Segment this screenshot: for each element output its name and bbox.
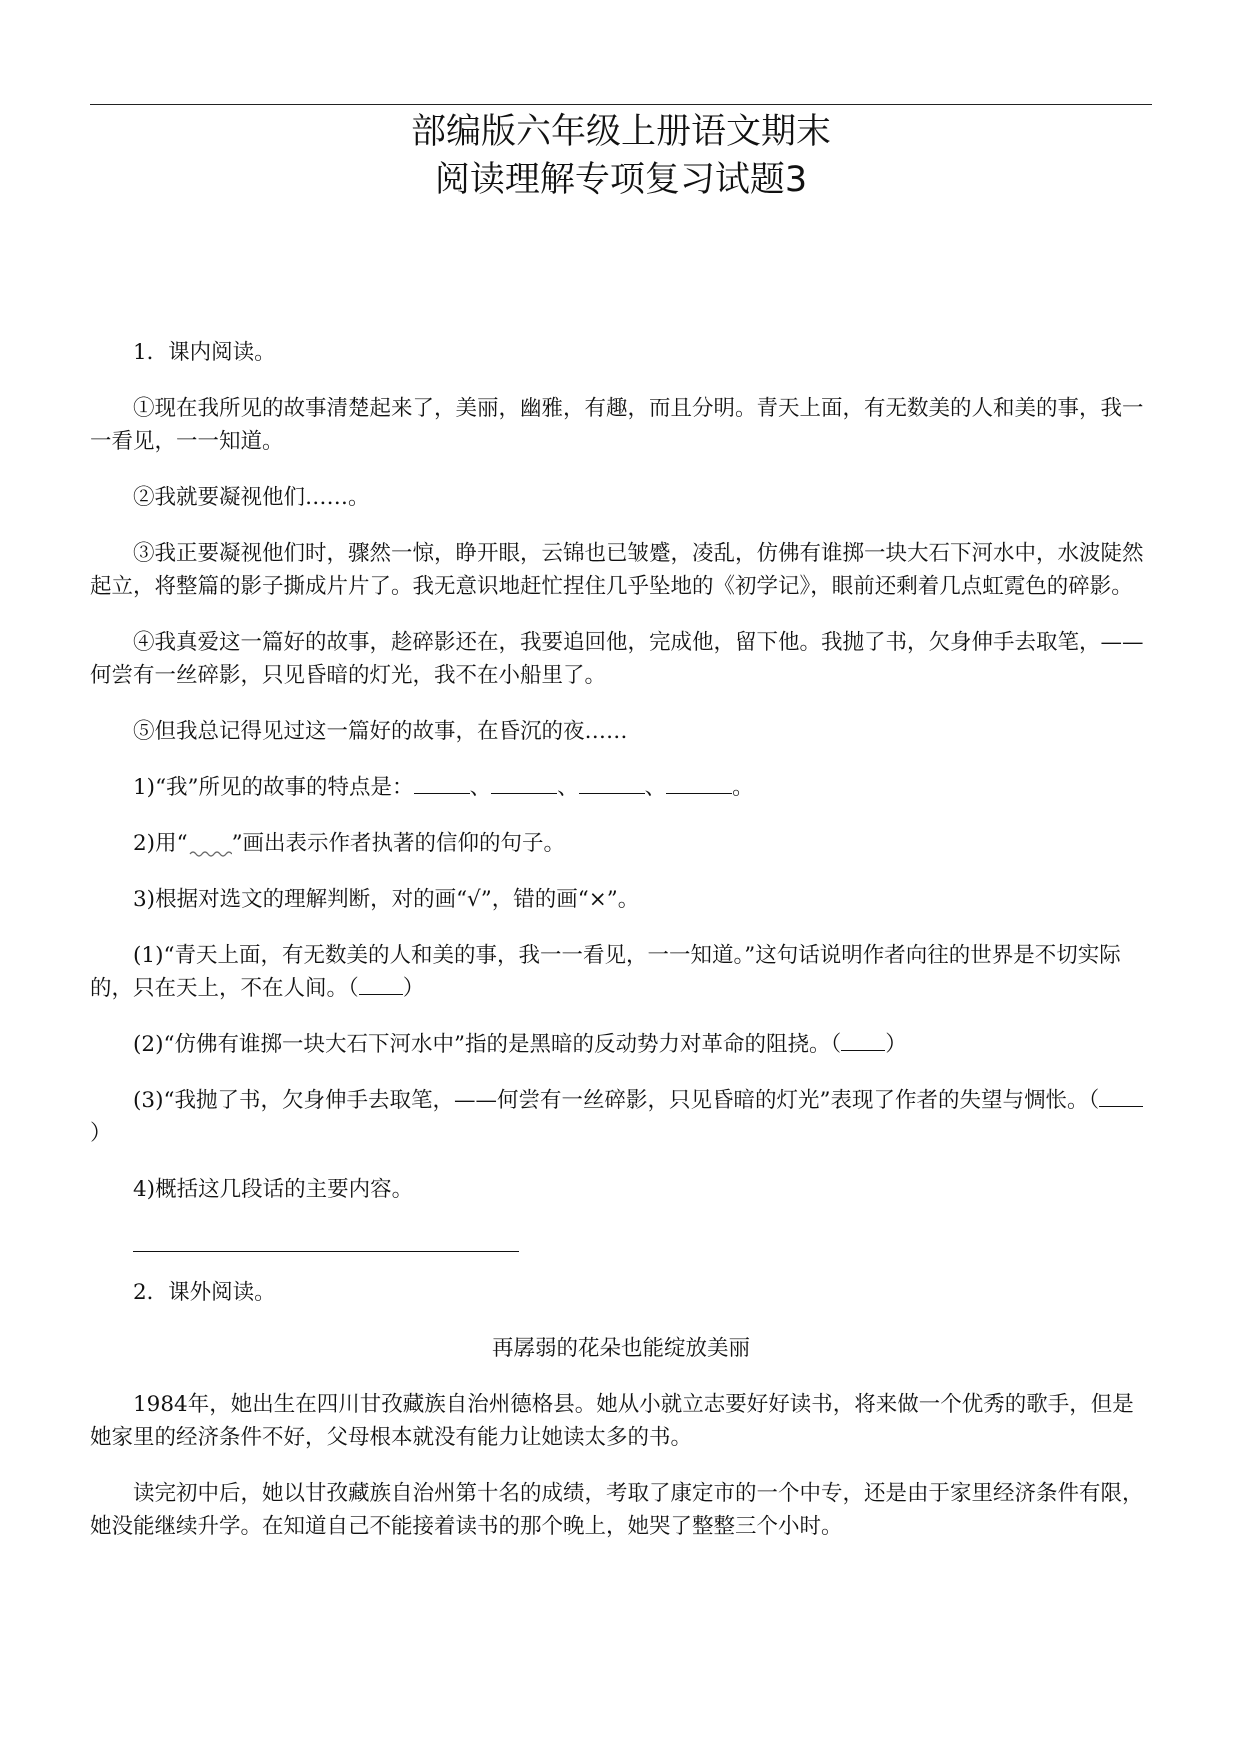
q1-paragraph-2: ②我就要凝视他们……。	[133, 485, 370, 510]
answer-line[interactable]	[133, 1229, 519, 1252]
separator: 、	[469, 775, 492, 800]
period: 。	[732, 775, 754, 800]
q1-paragraph-1: ①现在我所见的故事清楚起来了，美丽，幽雅，有趣，而且分明。青天上面，有无数美的人和美的事，我一一看见，一一知道。	[90, 396, 1144, 454]
q1-sub-question-1	[90, 771, 1152, 804]
q2-paragraph-2: 读完初中后，她以甘孜藏族自治州第十名的成绩，考取了康定市的一个中专，还是由于家里经济条件有限，她没能继续升学。在知道自己不能接着读书的那个晚上，她哭了整整三个小时。	[90, 1481, 1144, 1539]
close-paren: ）	[885, 1032, 907, 1057]
sub2-prefix: 2)用“	[133, 831, 188, 856]
close-paren: ）	[90, 1121, 112, 1146]
answer-blank[interactable]	[666, 773, 732, 794]
answer-blank[interactable]	[491, 773, 557, 794]
title-line-2: 阅读理解专项复习试题3	[434, 160, 808, 200]
judge-blank[interactable]	[359, 974, 403, 995]
answer-blank[interactable]	[579, 773, 645, 794]
separator: 、	[557, 775, 579, 800]
article-title: 再孱弱的花朵也能绽放美丽	[491, 1336, 750, 1361]
judge-blank[interactable]	[841, 1030, 885, 1051]
page-title	[90, 108, 1152, 204]
judge-3-text: (3)“我抛了书，欠身伸手去取笔，——何尝有一丝碎影，只见昏暗的灯光”表现了作者的失望与惆怅。（	[133, 1088, 1100, 1113]
q2-heading: 2．课外阅读。	[133, 1280, 276, 1305]
header-rule	[90, 104, 1152, 105]
sub2-suffix: ”画出表示作者执著的信仰的句子。	[231, 831, 566, 856]
title-line-1: 部编版六年级上册语文期末	[410, 112, 831, 152]
q2-paragraph-1: 1984年，她出生在四川甘孜藏族自治州德格县。她从小就立志要好好读书，将来做一个优秀的歌手，但是她家里的经济条件不好，父母根本就没有能力让她读太多的书。	[90, 1392, 1134, 1450]
q1-paragraph-5: ⑤但我总记得见过这一篇好的故事，在昏沉的夜……	[133, 719, 628, 744]
judge-item-1	[90, 939, 1152, 1005]
q1-paragraph-4: ④我真爱这一篇好的故事，趁碎影还在，我要追回他，完成他，留下他。我抛了书，欠身伸手去取笔，——何尝有一丝碎影，只见昏暗的灯光，我不在小船里了。	[90, 630, 1144, 688]
sub1-text: 1)“我”所见的故事的特点是：	[133, 775, 414, 800]
judge-2-text: (2)“仿佛有谁掷一块大石下河水中”指的是黑暗的反动势力对革命的阻挠。（	[133, 1032, 842, 1057]
q1-sub-question-4: 4)概括这几段话的主要内容。	[133, 1177, 414, 1202]
q1-paragraph-3: ③我正要凝视他们时，骤然一惊，睁开眼，云锦也已皱蹙，凌乱，仿佛有谁掷一块大石下河水中，水波陡然起立，将整篇的影子撕成片片了。我无意识地赶忙捏住几乎坠地的《初学记》，眼前还剩着几点虹霓色的碎影。	[90, 541, 1144, 599]
q1-heading: 1．课内阅读。	[133, 340, 276, 365]
close-paren: ）	[402, 976, 425, 1001]
q1-sub-question-3: 3)根据对选文的理解判断，对的画“√”，错的画“×”。	[133, 887, 640, 912]
wavy-underline-icon	[188, 834, 232, 858]
document-body	[90, 336, 1152, 1566]
judge-item-3	[90, 1084, 1152, 1150]
q1-sub-question-2	[90, 827, 1152, 860]
judge-item-2	[90, 1028, 1152, 1061]
answer-blank[interactable]	[414, 773, 470, 794]
judge-1-text: (1)“青天上面，有无数美的人和美的事，我一一看见，一一知道。”这句话说明作者向往的世界是不切实际的，只在天上，不在人间。（	[90, 943, 1121, 1001]
separator: 、	[644, 775, 667, 800]
judge-blank[interactable]	[1099, 1086, 1143, 1107]
